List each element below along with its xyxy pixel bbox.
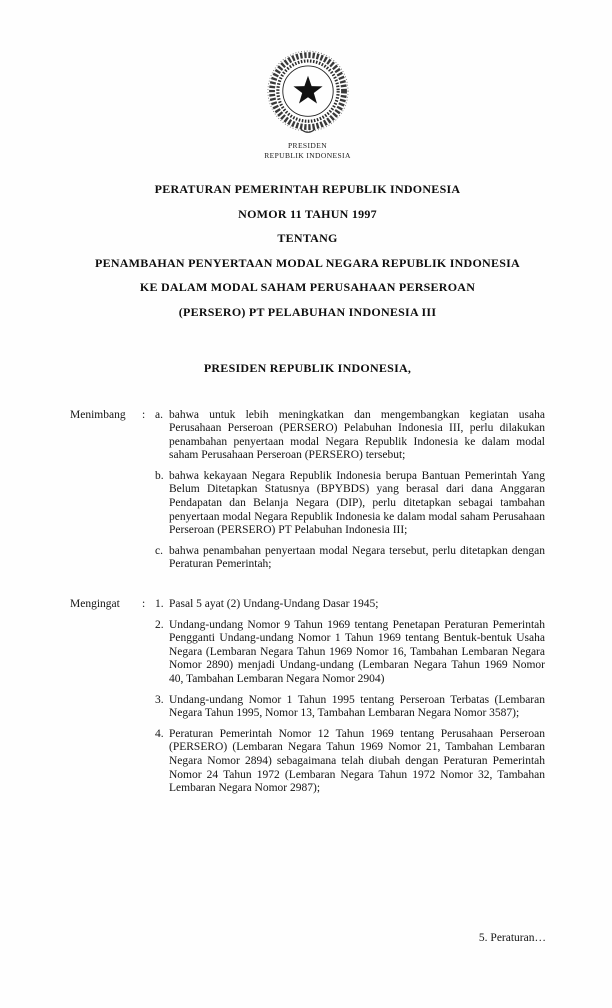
section-label: Menimbang xyxy=(70,408,126,421)
item-marker: 4. xyxy=(155,727,164,740)
title-line-subject-3: (PERSERO) PT PELABUHAN INDONESIA III xyxy=(178,304,437,319)
item-text: Peraturan Pemerintah Nomor 12 Tahun 1969 tentang Perusahaan Perseroan (PERSERO) (Lembaran Negara Tahun 1969 Nomor 21, Tambahan Lembaran Negara Nomor 2894) sebagaimana telah diubah dengan Peraturan Pemerintah Nomor 24 Tahun 1972 (Lembaran Negara Tahun 1972 Nomor 32, Tambahan Lembaran Negara Nomor 2987); xyxy=(169,727,545,795)
section-items xyxy=(155,598,545,796)
list-item xyxy=(155,598,545,612)
section-menimbang xyxy=(70,409,545,573)
title-line-subject-1: PENAMBAHAN PENYERTAAN MODAL NEGARA REPUBLIK INDONESIA xyxy=(95,255,520,270)
item-marker: b. xyxy=(155,469,164,482)
salutation: PRESIDEN REPUBLIK INDONESIA, xyxy=(203,360,412,375)
title-line-number: NOMOR 11 TAHUN 1997 xyxy=(238,206,377,221)
list-item xyxy=(155,409,545,463)
org-line-republik: REPUBLIK INDONESIA xyxy=(264,150,351,160)
org-name xyxy=(70,141,545,160)
list-item xyxy=(155,545,545,572)
title-line-subject-2: KE DALAM MODAL SAHAM PERUSAHAAN PERSEROAN xyxy=(139,280,476,294)
section-mengingat xyxy=(70,598,545,796)
presidential-seal-icon xyxy=(263,46,353,138)
list-item xyxy=(155,470,545,538)
item-marker: 1. xyxy=(155,598,164,611)
item-text: Pasal 5 ayat (2) Undang-Undang Dasar 1945; xyxy=(169,598,379,611)
section-items xyxy=(155,409,545,573)
section-colon: : xyxy=(142,598,146,611)
item-marker: 3. xyxy=(155,693,164,706)
title-line-regulation: PERATURAN PEMERINTAH REPUBLIK INDONESIA xyxy=(154,182,461,196)
section-colon: : xyxy=(142,408,146,421)
item-marker: 2. xyxy=(155,618,164,631)
item-marker: c. xyxy=(155,544,163,557)
item-text: Undang-undang Nomor 9 Tahun 1969 tentang Penetapan Peraturan Pemerintah Pengganti Undang-undang Nomor 1 Tahun 1969 tentang Bentuk-bentuk Usaha Negara (Lembaran Negara Tahun 1969 Nomor 16, Tambahan Lembaran Negara Nomor 2890) menjadi Undang-undang (Lembaran Negara Tahun 1969 Nomor 40, Tambahan Lembaran Negara Nomor 2904) xyxy=(169,618,545,685)
list-item xyxy=(155,728,545,796)
title-line-tentang: TENTANG xyxy=(277,231,338,245)
section-label: Mengingat xyxy=(70,598,120,611)
item-text: bahwa kekayaan Negara Republik Indonesia berupa Bantuan Pemerintah Yang Belum Ditetapkan Statusnya (BPYBDS) yang berasal dari dana Anggaran Pendapatan dan Belanja Negara (DIP), perlu ditetapkan sebagai tambahan penyertaan modal Negara Republik Indonesia ke dalam modal saham Perusahaan Perseroan (PERSERO) PT Pelabuhan Indonesia III; xyxy=(169,469,545,537)
list-item xyxy=(155,694,545,721)
star-icon xyxy=(293,76,322,104)
item-text: Undang-undang Nomor 1 Tahun 1995 tentang Perseroan Terbatas (Lembaran Negara Tahun 1995, Nomor 13, Tambahan Lembaran Negara Nomor 3587); xyxy=(169,693,545,720)
list-item xyxy=(155,619,545,687)
item-marker: a. xyxy=(155,408,163,421)
page-continuation-marker: 5. Peraturan… xyxy=(478,932,546,944)
org-line-presiden: PRESIDEN xyxy=(287,141,328,150)
emblem-container xyxy=(70,46,545,138)
item-text: bahwa untuk lebih meningkatkan dan mengembangkan kegiatan usaha Perusahaan Perseroan (PERSERO) Pelabuhan Indonesia III, perlu dilakukan penambahan penyertaan modal Negara Republik Indonesia ke dalam modal saham Perusahaan Perseroan (PERSERO) tersebut; xyxy=(169,408,545,462)
item-text: bahwa penambahan penyertaan modal Negara tersebut, perlu ditetapkan dengan Peraturan Pemerintah; xyxy=(169,544,545,571)
document-title xyxy=(70,182,545,320)
